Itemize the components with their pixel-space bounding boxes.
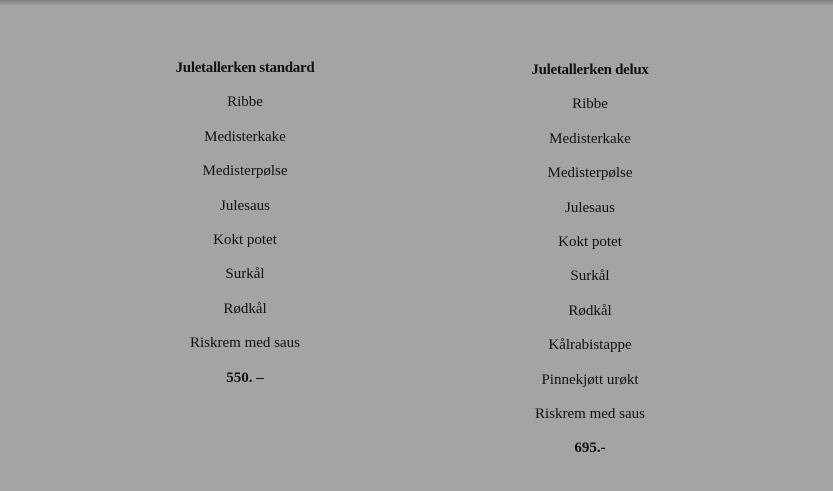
- menu-item: Kokt potet: [213, 231, 277, 248]
- top-shadow: [0, 0, 833, 6]
- menu-item: Rødkål: [568, 302, 612, 319]
- menu-standard: [95, 59, 395, 387]
- menu-item: Medisterkake: [204, 128, 286, 145]
- menu-items-delux: [440, 95, 740, 423]
- menu-item: Ribbe: [227, 94, 263, 111]
- menu-price-delux: 695.-: [574, 440, 606, 457]
- menu-item: Medisterpølse: [202, 163, 288, 180]
- menu-title-delux: Juletallerken delux: [531, 62, 649, 78]
- menu-item: Kokt potet: [558, 233, 622, 250]
- menu-item: Julesaus: [220, 197, 270, 214]
- menu-item: Surkål: [225, 266, 265, 283]
- menu-item: Kålrabistappe: [548, 337, 632, 354]
- menu-item: Riskrem med saus: [190, 335, 300, 352]
- menu-item: Medisterpølse: [547, 165, 633, 182]
- menu-item: Rødkål: [223, 300, 267, 317]
- menu-delux: [440, 61, 740, 457]
- menu-item: Pinnekjøtt urøkt: [541, 371, 639, 388]
- menu-price-standard: 550. –: [226, 369, 264, 386]
- menu-items-standard: [95, 93, 395, 352]
- menu-title-standard: Juletallerken standard: [175, 60, 315, 76]
- menu-item: Surkål: [570, 268, 610, 285]
- menu-item: Medisterkake: [549, 130, 631, 147]
- menu-item: Ribbe: [572, 96, 608, 113]
- menu-item: Julesaus: [565, 199, 615, 216]
- menu-item: Riskrem med saus: [535, 405, 645, 422]
